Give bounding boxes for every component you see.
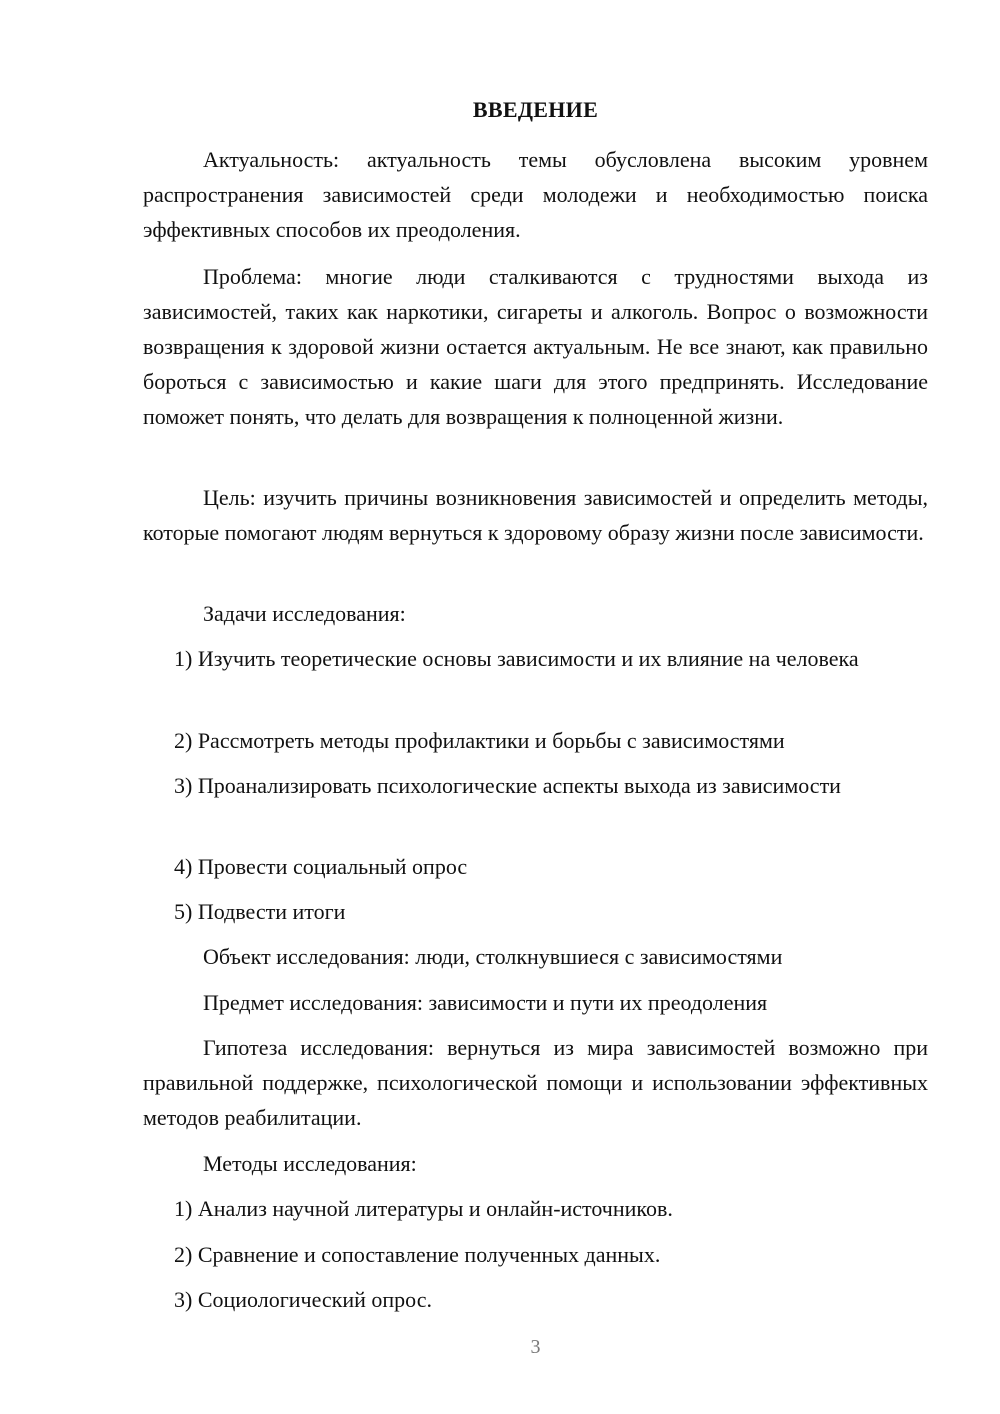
method-item-2: 2) Сравнение и сопоставление полученных данных. — [174, 1242, 661, 1267]
object-paragraph: Объект исследования: люди, столкнувшиеся с зависимостями — [203, 944, 783, 969]
task-item-2: 2) Рассмотреть методы профилактики и борьбы с зависимостями — [174, 728, 785, 753]
problem-paragraph: Проблема: многие люди сталкиваются с трудностями выхода из зависимостей, таких как наркотики, сигареты и алкоголь. Вопрос о возможности возвращения к здоровой жизни остается актуальным. Не все знают, как правильно бороться с зависимостью и какие шаги для этого предпринять. Исследование поможет понять, что делать для возвращения к полноценной жизни. — [143, 264, 928, 429]
subject-paragraph: Предмет исследования: зависимости и пути их преодоления — [203, 990, 768, 1015]
page-number: 3 — [530, 1336, 541, 1358]
method-item-1: 1) Анализ научной литературы и онлайн-источников. — [174, 1196, 673, 1221]
task-item-4: 4) Провести социальный опрос — [174, 854, 468, 879]
method-item-3: 3) Социологический опрос. — [174, 1287, 432, 1312]
relevance-paragraph: Актуальность: актуальность темы обусловлена высоким уровнем распространения зависимостей среди молодежи и необходимостью поиска эффективных способов их преодоления. — [143, 147, 928, 242]
hypothesis-paragraph: Гипотеза исследования: вернуться из мира зависимостей возможно при правильной поддержке, психологической помощи и использовании эффективных методов реабилитации. — [143, 1035, 928, 1130]
task-item-5: 5) Подвести итоги — [174, 899, 346, 924]
methods-heading: Методы исследования: — [203, 1151, 417, 1176]
goal-paragraph: Цель: изучить причины возникновения зависимостей и определить методы, которые помогают людям вернуться к здоровому образу жизни после зависимости. — [143, 485, 928, 545]
task-item-3: 3) Проанализировать психологические аспекты выхода из зависимости — [174, 773, 841, 798]
section-title: ВВЕДЕНИЕ — [472, 97, 599, 122]
task-item-1: 1) Изучить теоретические основы зависимости и их влияние на человека — [174, 646, 859, 671]
tasks-heading: Задачи исследования: — [203, 601, 406, 626]
